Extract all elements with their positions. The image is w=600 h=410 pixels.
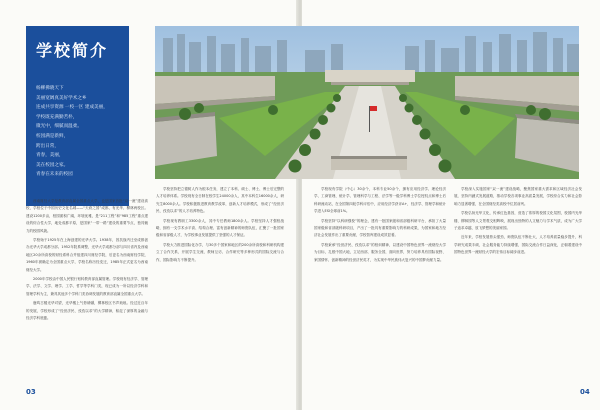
text-column-left-top: [26, 198, 148, 384]
paragraph: 学校现有教职工3300余人，其中专任教师1800余人。学校坚持人才强校战略，拥有一支学术水平高、结构合理、富有创新精神的师资队伍，汇聚了一批国家级和省部级人才，为学校事业发展提供了坚强的人才保证。: [156, 218, 284, 238]
text-column-right-top: [314, 186, 446, 384]
paragraph: 学校现有学院（中心）30余个，本科专业50余个，拥有应用经济学、理论经济学、工商管理、统计学、管理科学与工程、法学等一级学科博士学位授权点和博士后科研流动站，在全国第四轮学科评估中，应用经济学获评A+，经济学、管理学和统计学进入ESI全球前1%。: [314, 187, 446, 214]
text-column-left-bottom: [156, 186, 284, 384]
campus-aerial-illustration: [155, 26, 579, 179]
title-panel: [26, 26, 129, 206]
page-number-left: 03: [26, 388, 36, 396]
paragraph: 西南财经大学是教育部直属全国重点大学，也是国家首批“双一流”建设高校，学校位于中国历史文化名城——“天府之国”成都，有光华、柳林两校区。建设1200多亩，校园面积广阔，环境优雅，是“211工程”和“985工程”重点建设的综合性大学，地处成都平原，是国家“一带一路”建设的重要节点，独具魅力的校园风貌。: [26, 199, 148, 233]
title-poem: 杨柳拂晓天下 美丽宽阔真美好学术之乡 连成共享资源 一校一区 建成美丽， 学校既充满勤苦朴， 微光中，细腻而温柔。 校园满是新鲜， 跨出日常， 青春，美丽， 美在校园之家。 青春在未来的校园: [36, 86, 108, 178]
text-column-right-bottom: [454, 186, 582, 384]
paragraph: 学校大力推进国际化办学，与30多个国家和地区的200余所高校和科研机构建立了合作关系，开展学生交流、教师互访、合作研究等多种形式的国际交流与合作，国际影响力不断提升。: [156, 242, 284, 262]
paragraph: 学校深入实施国家“双一流”建设战略，聚焦国家重大需求和区域经济社会发展，坚持内涵式发展道路，推动学校各项事业高质量发展，学校综合实力和社会影响力显著增强，在全国财经类高校中位居前列。: [454, 187, 582, 206]
page-title: 学校简介: [36, 41, 109, 60]
page-number-right: 04: [580, 388, 590, 396]
paragraph: 学校坚持“以科研强校”的理念，建有一批国家级和省部级科研平台，承担了大量国家级和省部级科研项目，产出了一批具有重要影响力的科研成果，为国家和地方经济社会发展作出了重要贡献，学校智库建设成效显著。: [314, 218, 446, 238]
campus-aerial-photo: [155, 26, 579, 179]
paragraph: 鹿鸣古楼光华对望，光华楼上气势磅礴，柳林校区书声琅琅。经过近百年的发展，学校形成了“经世济民、孜孜以求”的大学精神，积淀了深厚的金融与经济学科底蕴。: [26, 301, 148, 321]
paragraph: 学校始于1925年在上海创建的光华大学。1938年，因抗战内迁至成都创办光华大学成都分部。1952年院系调整，光华大学成都分部与四川省内及西南地区20余所高校的财经系科合并组建四川财经学院，后更名为西南财经学院，1960年被确定为全国重点大学，学校名称历经变迁，1985年正式更名为西南财经大学。: [26, 238, 148, 272]
paragraph: 学校弘扬光华文化，传承红色基因，营造了浓厚的校园文化氛围，校园内光华楼、柳林园等人文景观交相辉映，展现出独特的人文魅力与学术气质，成为广大学子追求卓越、放飞梦想的美丽家园。: [454, 211, 582, 231]
paragraph: 学校坚持把立德树人作为根本任务，建立了本科、硕士、博士、博士后完整的人才培养体系。学校现有全日制在校学生24000余人，其中本科生16000余人，研究生8000余人。学校积极推进教育教学改革，创新人才培养模式，形成了“经世济民、孜孜以求”的人才培养特色。: [156, 187, 284, 214]
paragraph: 2000年学校由中国人民银行划转教育部直属管理。学校现有经济学、管理学、法学、文学、理学、工学、哲学等学科门类，现已成为一所以经济学科和管理学科为主，兼具其他多个学科门类协调发展的教育部直属全国重点大学。: [26, 277, 148, 296]
paragraph: 近年来，学校发展势头强劲，师资队伍不断壮大，人才培养质量稳步提升，科学研究成果丰硕，社会服务能力持续增强，国际交流合作日益深化，正朝着建设中国特色世界一流财经大学的宏伟目标阔步前进。: [454, 235, 582, 255]
paragraph: 学校秉承“经世济民、孜孜以求”的校训精神，以建设中国特色世界一流财经大学为目标，扎根中国大地，立足西部，服务全国，面向世界，努力培养具有国际视野、家国情怀、创新精神的经世济民英才，为实现中华民族伟大复兴的中国梦贡献力量。: [314, 242, 446, 262]
